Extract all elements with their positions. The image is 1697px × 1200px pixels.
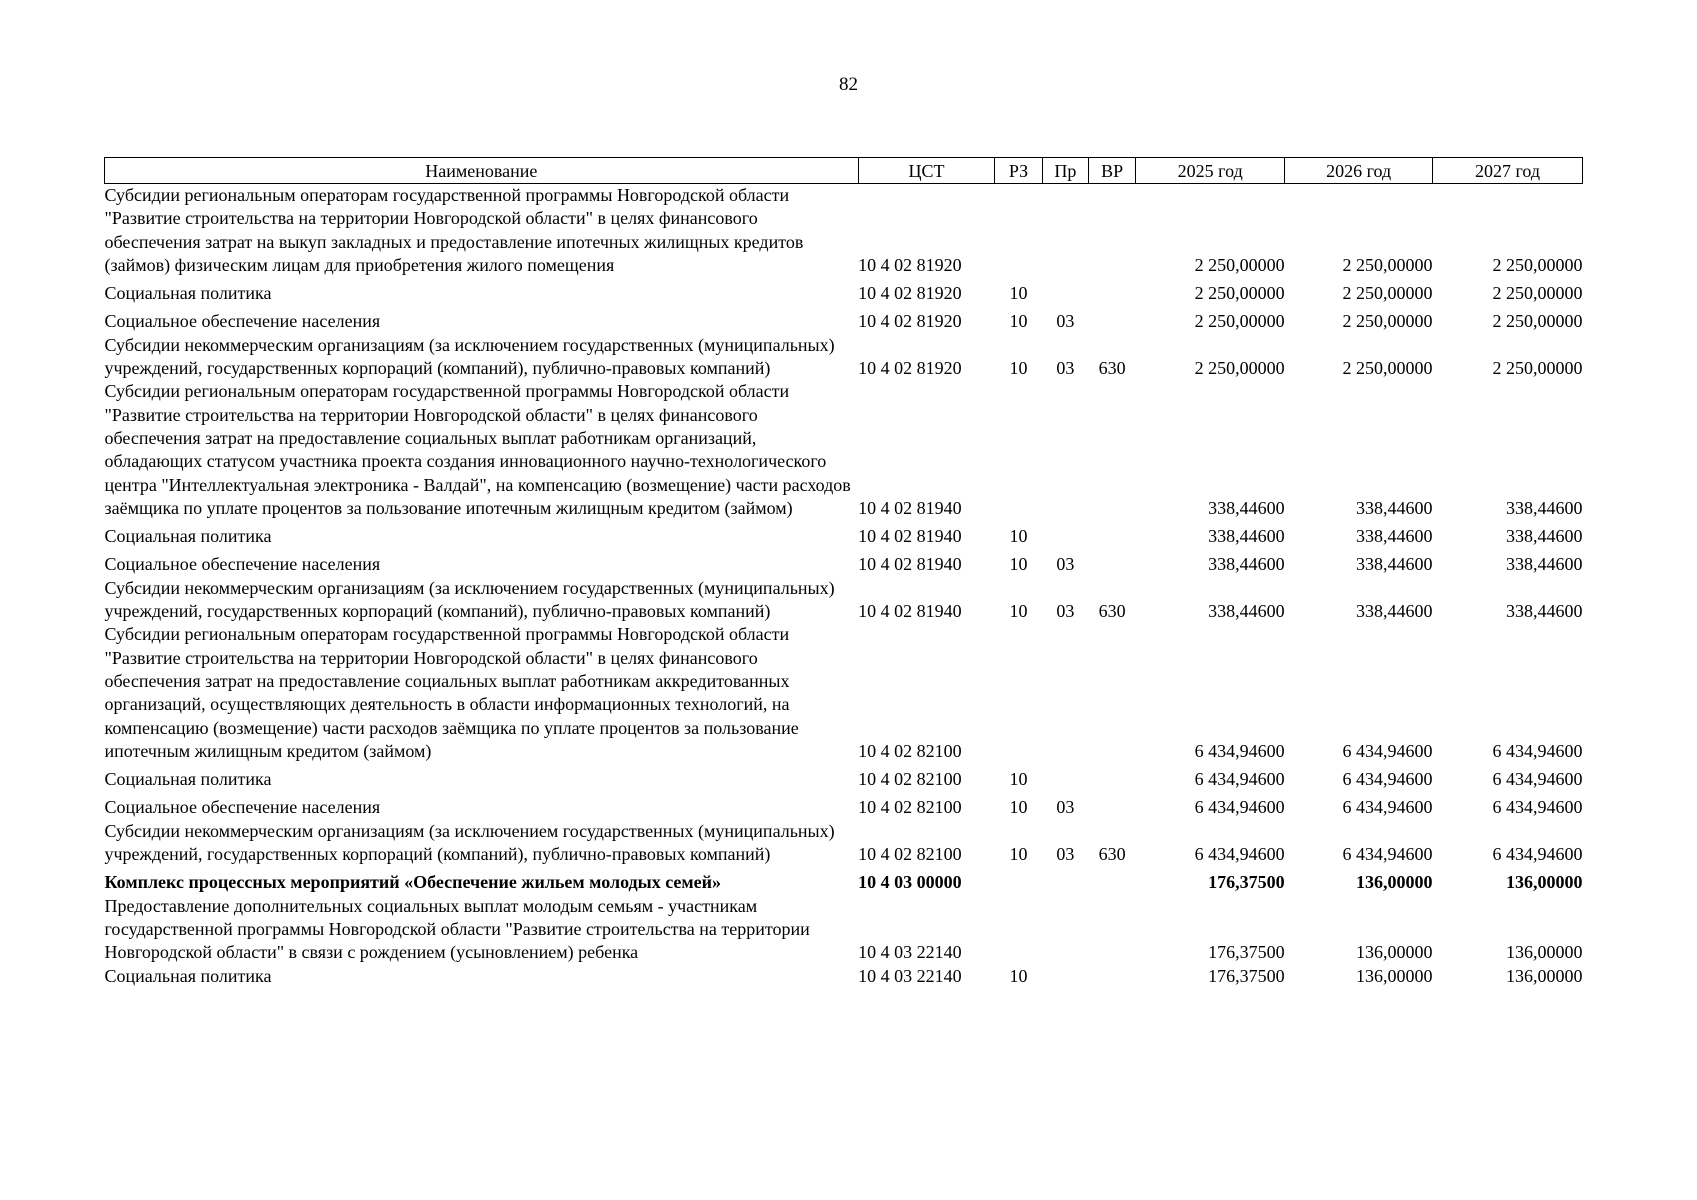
row-vr: 630 <box>1098 844 1126 865</box>
row-name: Социальная политика <box>104 283 272 304</box>
row-2025: 2 250,00000 <box>1194 283 1285 304</box>
row-cst: 10 4 03 22140 <box>858 942 962 963</box>
row-rz: 10 <box>1009 965 1028 986</box>
table-row <box>105 866 1583 894</box>
row-2026: 6 434,94600 <box>1342 769 1433 790</box>
row-cst: 10 4 02 82100 <box>858 844 962 865</box>
row-2026: 136,00000 <box>1356 942 1433 963</box>
row-rz: 10 <box>1009 769 1028 790</box>
table-row <box>105 791 1583 819</box>
row-2026: 6 434,94600 <box>1342 797 1433 818</box>
row-pr <box>1042 763 1088 791</box>
row-2026: 338,44600 <box>1356 497 1433 518</box>
table-header-row <box>105 158 1583 184</box>
row-vr <box>1088 866 1135 894</box>
row-cst: 10 4 02 81940 <box>858 497 962 518</box>
page-number: 82 <box>839 74 858 95</box>
row-rz: 10 <box>1009 283 1028 304</box>
row-2027: 338,44600 <box>1506 554 1583 575</box>
row-2027: 2 250,00000 <box>1492 358 1583 379</box>
header-cst: ЦСТ <box>858 158 995 184</box>
row-cst: 10 4 02 81920 <box>858 254 962 275</box>
table-row <box>105 520 1583 548</box>
row-vr <box>1088 965 1135 988</box>
row-rz: 10 <box>1009 601 1028 622</box>
header-pr: Пр <box>1042 158 1088 184</box>
row-pr <box>1042 623 1088 763</box>
row-2026: 2 250,00000 <box>1342 358 1433 379</box>
row-vr <box>1088 277 1135 305</box>
row-rz: 10 <box>1009 358 1028 379</box>
row-2025: 176,37500 <box>1208 872 1285 893</box>
header-vr: ВР <box>1088 158 1135 184</box>
row-2027: 136,00000 <box>1506 942 1583 963</box>
row-2026: 136,00000 <box>1356 872 1433 893</box>
row-pr <box>1042 866 1088 894</box>
row-cst: 10 4 02 81940 <box>858 601 962 622</box>
table-row <box>105 820 1583 867</box>
row-cst: 10 4 02 81920 <box>858 311 962 332</box>
row-cst: 10 4 02 81920 <box>858 283 962 304</box>
row-name: Социальное обеспечение населения <box>104 797 381 818</box>
row-vr <box>1088 520 1135 548</box>
row-vr <box>1088 895 1135 965</box>
row-2025: 176,37500 <box>1208 942 1285 963</box>
table-row <box>105 334 1583 381</box>
row-cst: 10 4 02 82100 <box>858 740 962 761</box>
row-cst: 10 4 03 22140 <box>858 965 962 986</box>
row-2025: 6 434,94600 <box>1194 740 1285 761</box>
row-cst: 10 4 02 81940 <box>858 554 962 575</box>
row-2026: 2 250,00000 <box>1342 254 1433 275</box>
table-row <box>105 577 1583 624</box>
row-name: Комплекс процессных мероприятий «Обеспечение жильем молодых семей» <box>104 872 722 893</box>
row-pr <box>1042 965 1088 988</box>
row-rz: 10 <box>1009 797 1028 818</box>
row-name: Субсидии региональным операторам государственной программы Новгородской области "Развитие строительства на территории Новгородской области" в целях финансового обеспечения затрат на выкуп закладных и предоставление ипотечных жилищных кредитов (займов) физическим лицам для приобретения жилого помещения <box>104 185 804 275</box>
row-pr <box>1042 184 1088 278</box>
row-vr <box>1088 763 1135 791</box>
row-2027: 338,44600 <box>1506 526 1583 547</box>
row-pr: 03 <box>1056 554 1075 575</box>
row-vr <box>1088 184 1135 278</box>
table-row <box>105 305 1583 333</box>
row-vr <box>1088 548 1135 576</box>
row-pr: 03 <box>1056 311 1075 332</box>
row-2025: 2 250,00000 <box>1194 254 1285 275</box>
row-pr: 03 <box>1056 844 1075 865</box>
row-pr: 03 <box>1056 601 1075 622</box>
header-name: Наименование <box>105 158 859 184</box>
row-pr: 03 <box>1056 358 1075 379</box>
row-name: Субсидии некоммерческим организациям (за исключением государственных (муниципальных) учреждений, государственных корпораций (компаний), публично-правовых компаний) <box>104 577 835 622</box>
row-rz <box>995 866 1042 894</box>
row-name: Субсидии региональным операторам государственной программы Новгородской области "Развитие строительства на территории Новгородской области" в целях финансового обеспечения затрат на предоставление социальных выплат работникам аккредитованных организаций, осуществляющих деятельность в области информационных технологий, на компенсацию (возмещение) части расходов заёмщика по уплате процентов за пользование ипотечным жилищным кредитом (займом) <box>104 624 799 761</box>
row-2027: 6 434,94600 <box>1492 769 1583 790</box>
row-name: Социальное обеспечение населения <box>104 554 381 575</box>
row-rz <box>995 895 1042 965</box>
row-2025: 176,37500 <box>1208 965 1285 986</box>
row-2025: 6 434,94600 <box>1194 844 1285 865</box>
header-2025: 2025 год <box>1136 158 1285 184</box>
row-name: Предоставление дополнительных социальных выплат молодым семьям - участникам государственной программы Новгородской области "Развитие строительства на территории Новгородской области" в связи с рождением (усыновлением) ребенка <box>104 895 810 963</box>
row-vr <box>1088 623 1135 763</box>
budget-table <box>104 157 1583 988</box>
row-rz: 10 <box>1009 311 1028 332</box>
row-2026: 136,00000 <box>1356 965 1433 986</box>
row-2026: 2 250,00000 <box>1342 311 1433 332</box>
header-rz: РЗ <box>995 158 1042 184</box>
row-rz: 10 <box>1009 554 1028 575</box>
table-row <box>105 965 1583 988</box>
row-2025: 6 434,94600 <box>1194 769 1285 790</box>
row-2027: 136,00000 <box>1506 965 1583 986</box>
row-rz: 10 <box>1009 844 1028 865</box>
row-2026: 338,44600 <box>1356 601 1433 622</box>
row-vr <box>1088 791 1135 819</box>
row-2027: 2 250,00000 <box>1492 283 1583 304</box>
row-name: Субсидии некоммерческим организациям (за исключением государственных (муниципальных) учреждений, государственных корпораций (компаний), публично-правовых компаний) <box>104 334 835 379</box>
row-2025: 2 250,00000 <box>1194 311 1285 332</box>
table-row <box>105 277 1583 305</box>
row-vr <box>1088 380 1135 520</box>
row-2027: 2 250,00000 <box>1492 311 1583 332</box>
row-2027: 136,00000 <box>1506 872 1583 893</box>
row-2026: 2 250,00000 <box>1342 283 1433 304</box>
row-2025: 338,44600 <box>1208 554 1285 575</box>
row-2025: 338,44600 <box>1208 526 1285 547</box>
row-2027: 6 434,94600 <box>1492 740 1583 761</box>
row-rz <box>995 184 1042 278</box>
table-row <box>105 623 1583 763</box>
header-2026: 2026 год <box>1285 158 1433 184</box>
row-2026: 338,44600 <box>1356 554 1433 575</box>
table-row <box>105 763 1583 791</box>
row-name: Субсидии региональным операторам государственной программы Новгородской области "Развитие строительства на территории Новгородской области" в целях финансового обеспечения затрат на предоставление социальных выплат работникам организаций, обладающих статусом участника проекта создания инновационного научно-технологического центра "Интеллектуальная электроника - Валдай", на компенсацию (возмещение) части расходов заёмщика по уплате процентов за пользование ипотечным жилищным кредитом (займом) <box>104 381 851 518</box>
row-name: Социальная политика <box>104 769 272 790</box>
row-2026: 6 434,94600 <box>1342 740 1433 761</box>
row-rz <box>995 380 1042 520</box>
row-cst: 10 4 02 82100 <box>858 769 962 790</box>
row-cst: 10 4 03 00000 <box>858 872 962 893</box>
row-vr <box>1088 305 1135 333</box>
row-2025: 2 250,00000 <box>1194 358 1285 379</box>
row-pr <box>1042 895 1088 965</box>
row-cst: 10 4 02 81920 <box>858 358 962 379</box>
row-2027: 338,44600 <box>1506 601 1583 622</box>
row-rz <box>995 623 1042 763</box>
row-2027: 338,44600 <box>1506 497 1583 518</box>
header-2027: 2027 год <box>1433 158 1583 184</box>
row-2025: 338,44600 <box>1208 497 1285 518</box>
table-row <box>105 548 1583 576</box>
row-name: Социальная политика <box>104 526 272 547</box>
row-2026: 6 434,94600 <box>1342 844 1433 865</box>
row-2025: 338,44600 <box>1208 601 1285 622</box>
table-row <box>105 380 1583 520</box>
row-2027: 6 434,94600 <box>1492 797 1583 818</box>
row-name: Субсидии некоммерческим организациям (за исключением государственных (муниципальных) учреждений, государственных корпораций (компаний), публично-правовых компаний) <box>104 820 835 865</box>
row-cst: 10 4 02 81940 <box>858 526 962 547</box>
row-2027: 6 434,94600 <box>1492 844 1583 865</box>
row-cst: 10 4 02 82100 <box>858 797 962 818</box>
row-pr <box>1042 277 1088 305</box>
row-pr <box>1042 380 1088 520</box>
row-2027: 2 250,00000 <box>1492 254 1583 275</box>
row-rz: 10 <box>1009 526 1028 547</box>
row-name: Социальная политика <box>104 965 272 986</box>
row-pr: 03 <box>1056 797 1075 818</box>
row-vr: 630 <box>1098 601 1126 622</box>
table-row <box>105 184 1583 278</box>
row-vr: 630 <box>1098 358 1126 379</box>
row-pr <box>1042 520 1088 548</box>
row-2025: 6 434,94600 <box>1194 797 1285 818</box>
row-2026: 338,44600 <box>1356 526 1433 547</box>
row-name: Социальное обеспечение населения <box>104 311 381 332</box>
table-row <box>105 895 1583 965</box>
